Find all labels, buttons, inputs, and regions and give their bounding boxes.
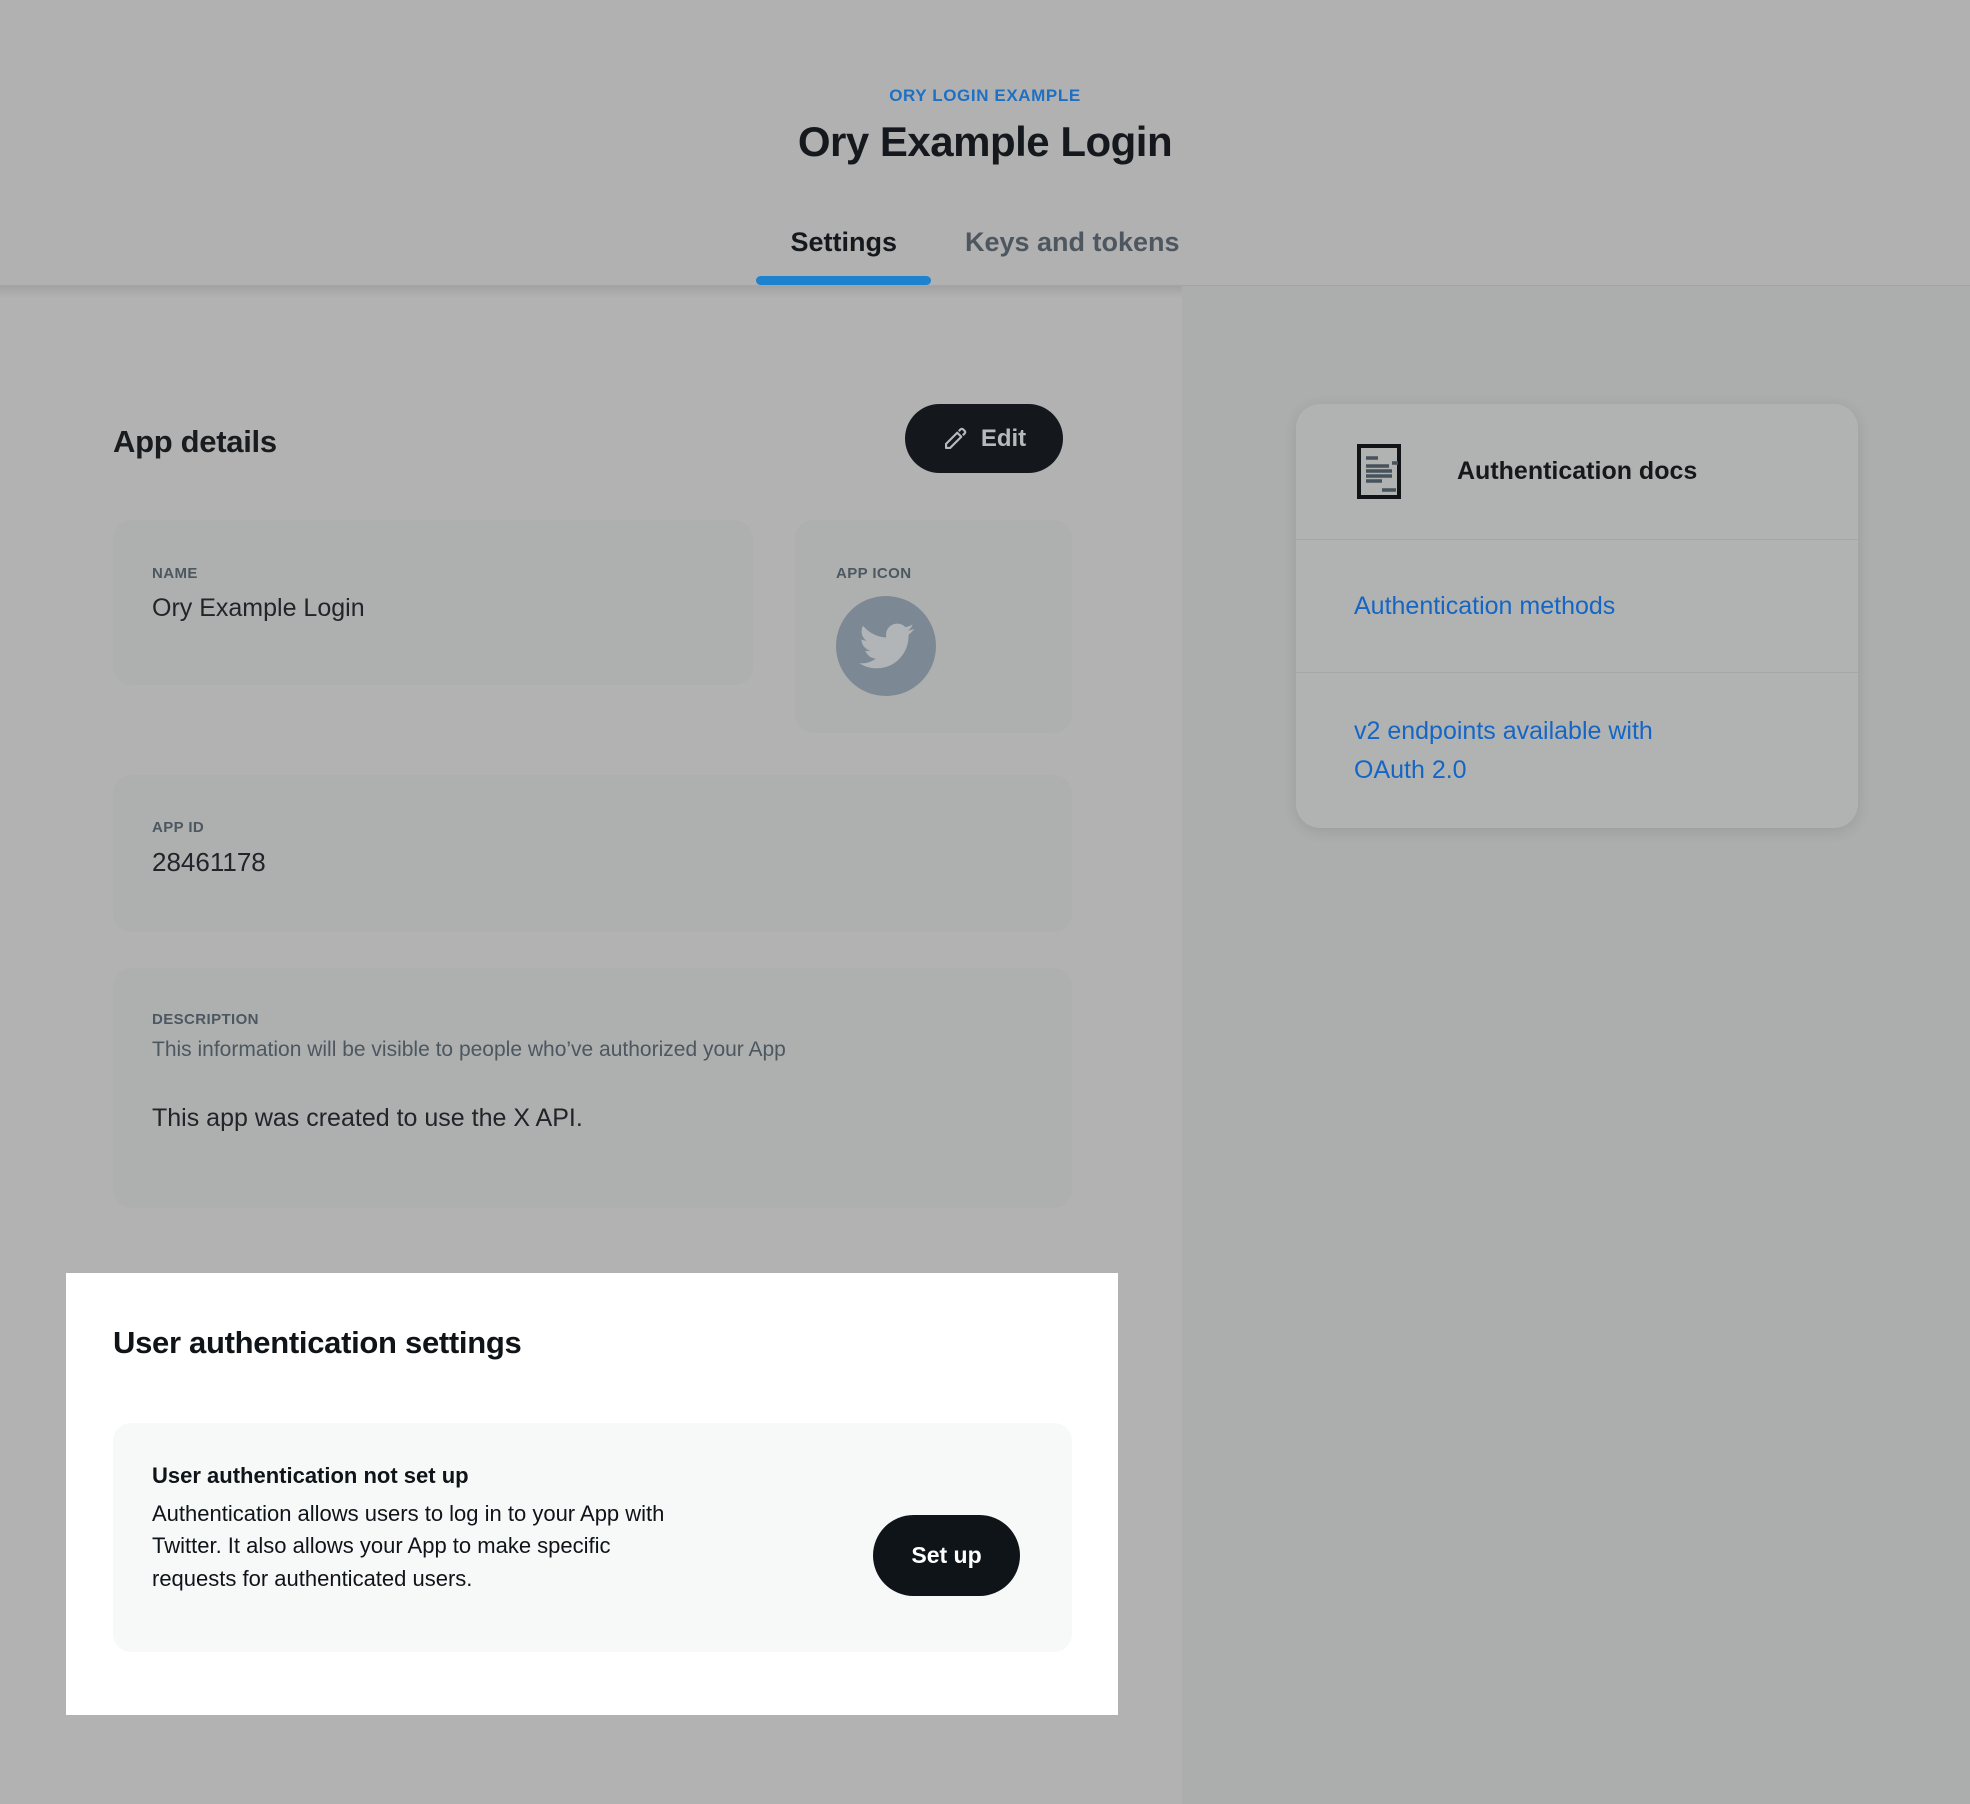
description-field-label: DESCRIPTION bbox=[152, 1011, 259, 1028]
app-id-field-label: APP ID bbox=[152, 819, 205, 836]
app-eyebrow-label: ORY LOGIN EXAMPLE bbox=[889, 86, 1081, 105]
app-id-field-value: 28461178 bbox=[152, 847, 266, 877]
name-field-card bbox=[113, 520, 753, 685]
docs-link-row-v2-endpoints[interactable] bbox=[1296, 673, 1858, 828]
tab-settings-label: Settings bbox=[790, 227, 897, 257]
active-tab-underline bbox=[756, 276, 931, 285]
twitter-bird-icon bbox=[857, 617, 915, 675]
authentication-methods-link[interactable]: Authentication methods bbox=[1354, 591, 1616, 620]
user-auth-status-title: User authentication not set up bbox=[152, 1463, 469, 1488]
description-field-card bbox=[113, 968, 1072, 1208]
tab-keys-and-tokens-label: Keys and tokens bbox=[964, 227, 1180, 257]
user-auth-status-card bbox=[113, 1423, 1072, 1652]
app-icon-field-label: APP ICON bbox=[836, 565, 912, 582]
authentication-docs-title: Authentication docs bbox=[1457, 457, 1698, 485]
tab-bar bbox=[0, 200, 1970, 285]
user-auth-spotlight-section bbox=[66, 1273, 1118, 1715]
app-icon-avatar bbox=[836, 596, 936, 696]
name-field-label: NAME bbox=[152, 565, 198, 582]
edit-button-label: Edit bbox=[980, 424, 1027, 452]
document-icon bbox=[1356, 443, 1402, 500]
app-icon-field-card bbox=[795, 520, 1072, 733]
tab-keys-and-tokens[interactable] bbox=[931, 200, 1214, 285]
description-field-value: This app was created to use the X API. bbox=[152, 1104, 583, 1132]
description-field-hint: This information will be visible to people who’ve authorized your App bbox=[152, 1038, 786, 1061]
app-id-field-card bbox=[113, 775, 1072, 932]
user-auth-status-body: Authentication allows users to log in to your App with Twitter. It also allows your App to make specific requests for authenticated users. bbox=[152, 1501, 665, 1591]
docs-link-row-authentication-methods[interactable] bbox=[1296, 540, 1858, 673]
page-header bbox=[0, 0, 1970, 285]
authentication-docs-card bbox=[1296, 404, 1858, 828]
edit-button[interactable] bbox=[905, 404, 1063, 473]
v2-endpoints-oauth2-link[interactable]: v2 endpoints available with OAuth 2.0 bbox=[1354, 716, 1653, 784]
pencil-icon bbox=[942, 426, 968, 452]
name-field-value: Ory Example Login bbox=[152, 594, 365, 622]
authentication-docs-header bbox=[1296, 404, 1858, 540]
tab-settings[interactable] bbox=[756, 200, 931, 285]
set-up-button[interactable]: Set up bbox=[873, 1515, 1020, 1596]
user-auth-heading: User authentication settings bbox=[113, 1325, 522, 1360]
page-title: Ory Example Login bbox=[797, 118, 1173, 165]
app-details-heading: App details bbox=[113, 424, 277, 459]
